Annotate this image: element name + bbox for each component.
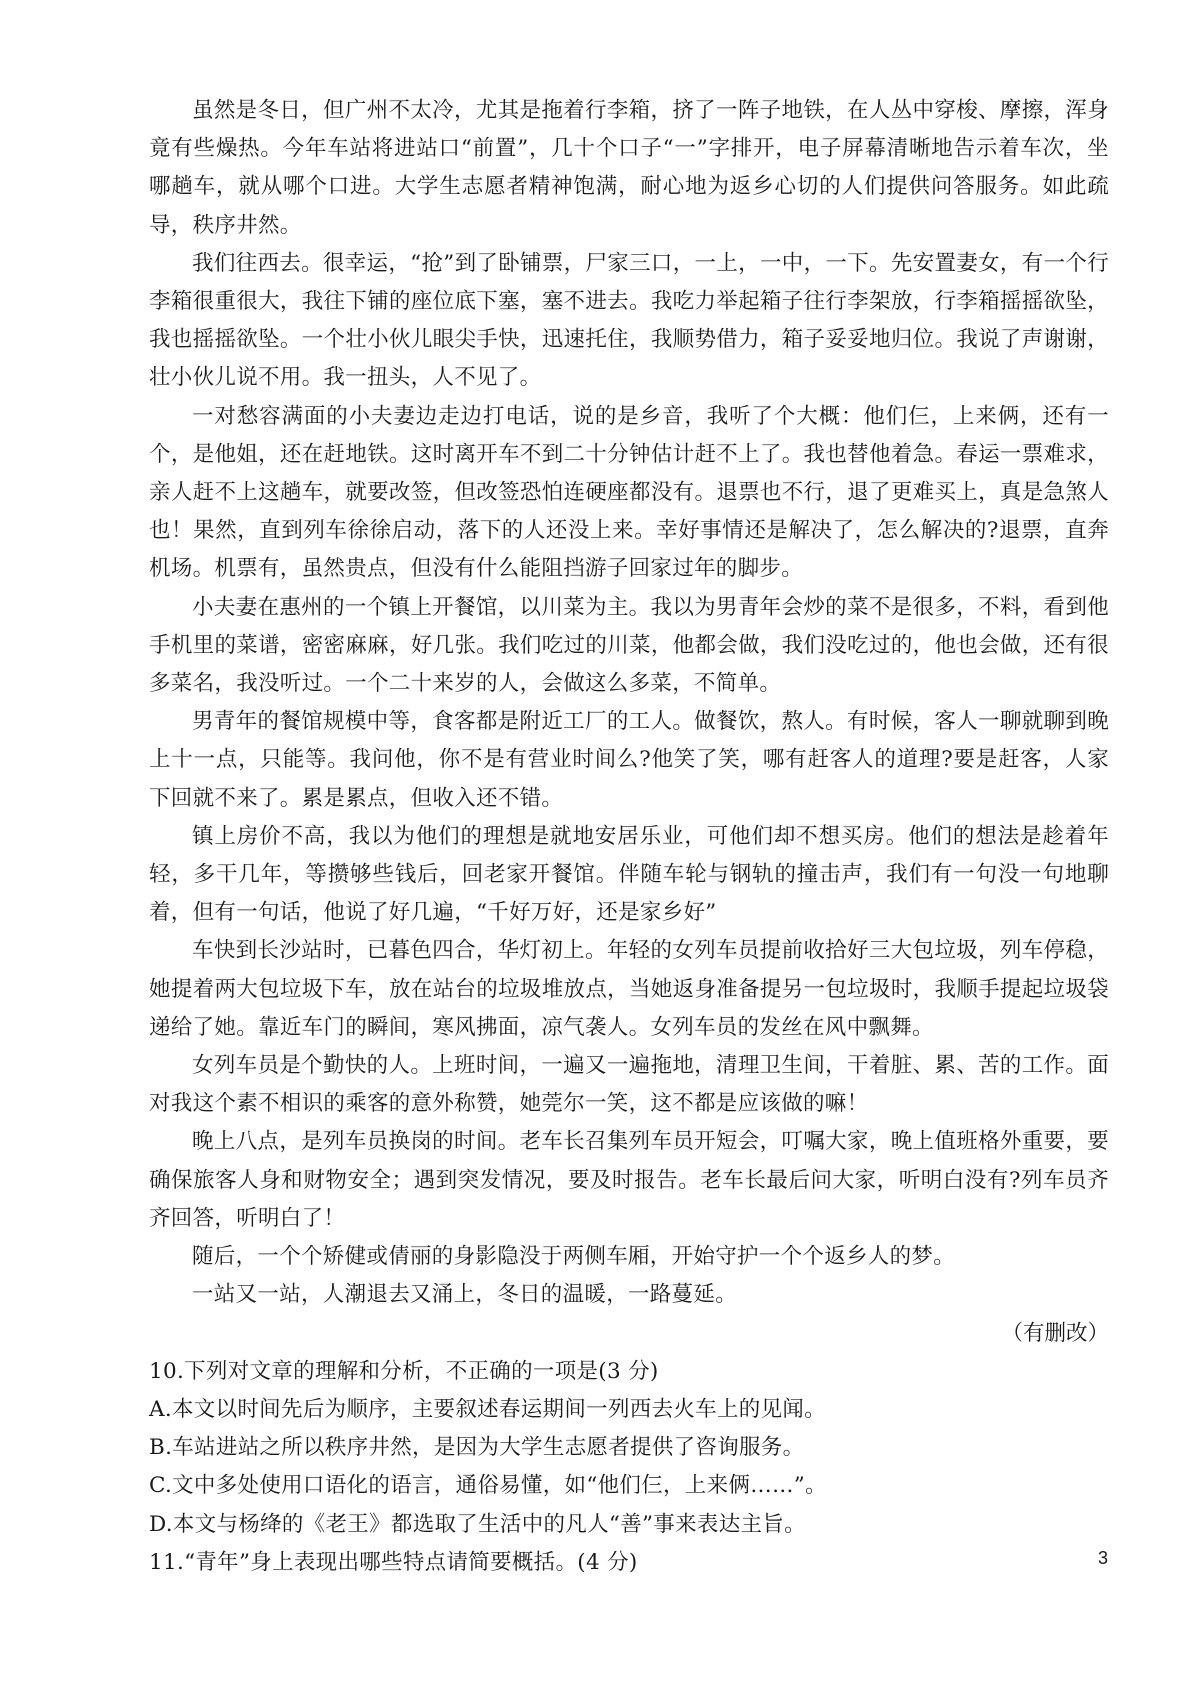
article-paragraph: 虽然是冬日，但广州不太冷，尤其是拖着行李箱，挤了一阵子地铁，在人丛中穿梭、摩擦，浑身竟有些燥热。今年车站将进站口“前置”，几十个口子“一”字排开，电子屏幕清晰地告示着车次，坐哪趟车，就从哪个口进。大学生志愿者精神饱满，耐心地为返乡心切的人们提供问答服务。如此疏导，秩序井然。 xyxy=(149,98,1109,238)
article-paragraph: 一对愁容满面的小夫妻边走边打电话，说的是乡音，我听了个大概：他们仨，上来俩，还有一个，是他姐，还在赶地铁。这时离开车不到二十分钟估计赶不上了。我也替他着急。春运一票难求，亲人赶不上这趟车，就要改签，但改签恐怕连硬座都没有。退票也不行，退了更难买上，真是急煞人也！果然，直到列车徐徐启动，落下的人还没上来。幸好事情还是解决了，怎么解决的?退票，直奔机场。机票有，虽然贵点，但没有什么能阻挡游子回家过年的脚步。 xyxy=(149,403,1109,582)
article-paragraph: 随后，一个个矫健或倩丽的身影隐没于两侧车厢，开始守护一个个返乡人的梦。 xyxy=(192,1244,956,1270)
article-paragraph: 女列车员是个勤快的人。上班时间，一遍又一遍拖地，清理卫生间，干着脏、累、苦的工作。面对我这个素不相识的乘客的意外称赞，她莞尔一笑，这不都是应该做的嘛！ xyxy=(149,1053,1109,1117)
exam-page-content xyxy=(149,92,1109,1582)
question-10-stem: 10.下列对文章的理解和分析，不正确的一项是(3 分) xyxy=(149,1358,659,1384)
question-10-option-c: C.文中多处使用口语化的语言，通俗易懂，如“他们仨，上来俩……”。 xyxy=(149,1473,827,1499)
questions-section xyxy=(149,1353,1109,1582)
page-number: 3 xyxy=(1097,1548,1108,1568)
question-10-option-a: A.本文以时间先后为顺序，主要叙述春运期间一列西去火车上的见闻。 xyxy=(149,1396,826,1422)
source-note: （有删改） xyxy=(1001,1320,1109,1346)
article-paragraph: 小夫妻在惠州的一个镇上开餐馆，以川菜为主。我以为男青年会炒的菜不是很多，不料，看到他手机里的菜谱，密密麻麻，好几张。我们吃过的川菜，他都会做，我们没吃过的，他也会做，还有很多菜名，我没听过。一个二十来岁的人，会做这么多菜，不简单。 xyxy=(149,594,1109,697)
article-paragraph: 一站又一站，人潮退去又涌上，冬日的温暖，一路蔓延。 xyxy=(192,1282,738,1308)
article-paragraph: 镇上房价不高，我以为他们的理想是就地安居乐业，可他们却不想买房。他们的想法是趁着年轻，多干几年，等攒够些钱后，回老家开餐馆。伴随车轮与钢轨的撞击声，我们有一句没一句地聊着，但有一句话，他说了好几遍，“千好万好，还是家乡好” xyxy=(149,823,1109,926)
article-paragraph: 车快到长沙站时，已暮色四合，华灯初上。年轻的女列车员提前收拾好三大包垃圾，列车停稳，她提着两大包垃圾下车，放在站台的垃圾堆放点，当她返身准备提另一包垃圾时，我顺手提起垃圾袋递给了她。靠近车门的瞬间，寒风拂面，凉气袭人。女列车员的发丝在风中飘舞。 xyxy=(149,938,1109,1040)
question-10-option-b: B.车站进站之所以秩序井然，是因为大学生志愿者提供了咨询服务。 xyxy=(149,1435,805,1461)
article-paragraph: 晚上八点，是列车员换岗的时间。老车长召集列车员开短会，叮嘱大家，晚上值班格外重要，要确保旅客人身和财物安全；遇到突发情况，要及时报告。老车长最后问大家，听明白没有?列车员齐齐回答，听明白了！ xyxy=(149,1129,1109,1231)
question-11-stem: 11.“青年”身上表现出哪些特点请简要概括。(4 分) xyxy=(149,1549,638,1575)
article-body xyxy=(149,92,1109,1353)
article-paragraph: 男青年的餐馆规模中等，食客都是附近工厂的工人。做餐饮，熬人。有时候，客人一聊就聊到晚上十一点，只能等。我问他，你不是有营业时间么?他笑了笑，哪有赶客人的道理?要是赶客，人家下回就不来了。累是累点，但收入还不错。 xyxy=(149,709,1109,811)
question-10-option-d: D.本文与杨绛的《老王》都选取了生活中的凡人“善”事来表达主旨。 xyxy=(149,1511,806,1537)
article-paragraph: 我们往西去。很幸运，“抢”到了卧铺票，尸家三口，一上，一中，一下。先安置妻女，有一个行李箱很重很大，我往下铺的座位底下塞，塞不进去。我吃力举起箱子往行李架放，行李箱摇摇欲坠，我也摇摇欲坠。一个壮小伙儿眼尖手快，迅速托住，我顺势借力，箱子妥妥地归位。我说了声谢谢，壮小伙儿说不用。我一扭头，人不见了。 xyxy=(149,250,1109,391)
